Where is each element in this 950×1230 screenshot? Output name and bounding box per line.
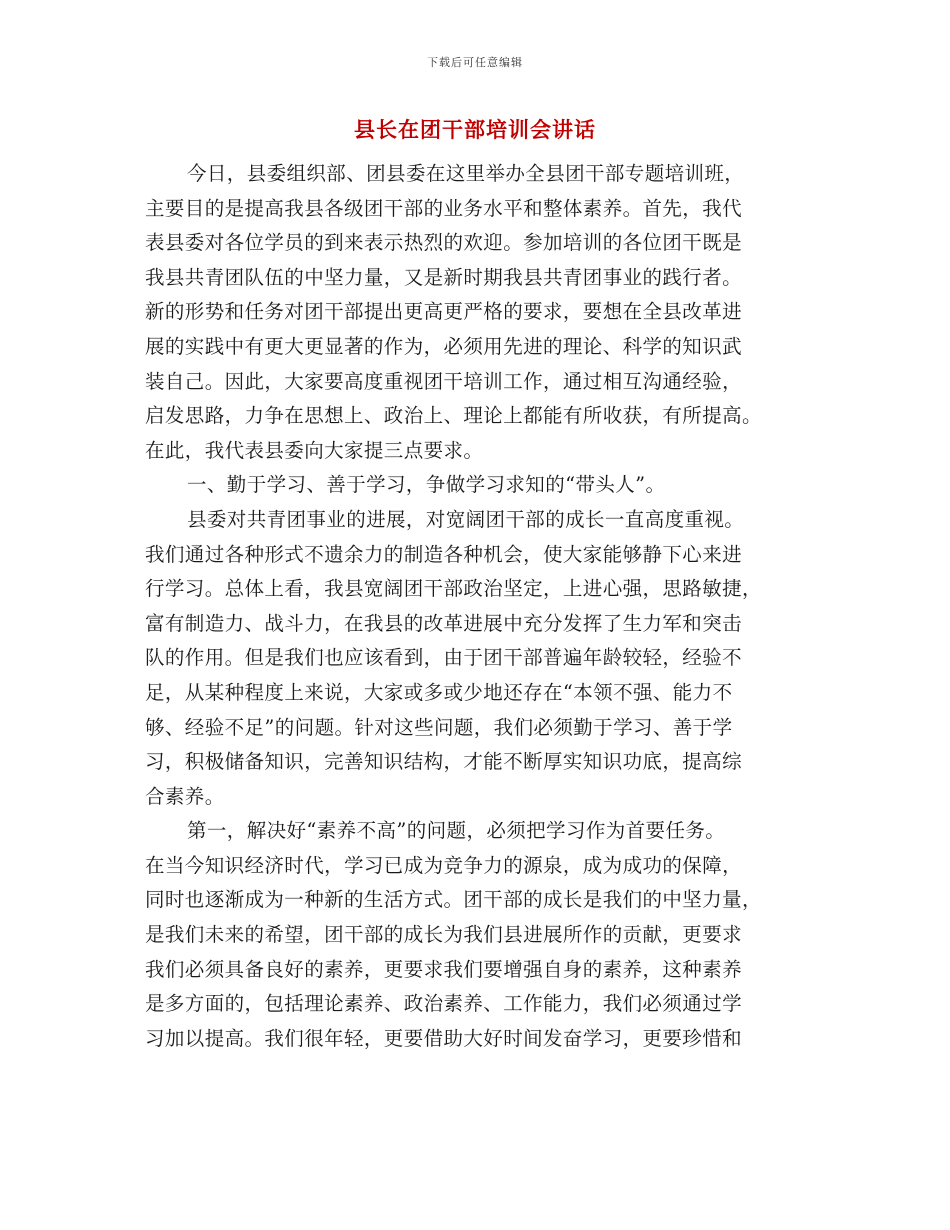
- body-line: 表县委对各位学员的到来表示热烈的欢迎。参加培训的各位团干既是: [145, 231, 743, 255]
- document-title: 县长在团干部培训会讲话: [354, 117, 596, 142]
- body-line: 队的作用。但是我们也应该看到，由于团干部普遍年龄较轻，经验不: [145, 646, 743, 670]
- body-line: 够、经验不足”的问题。针对这些问题，我们必须勤于学习、善于学: [145, 715, 733, 739]
- body-line: 富有制造力、战斗力，在我县的改革进展中充分发挥了生力军和突击: [145, 611, 743, 635]
- body-line: 在此，我代表县委向大家提三点要求。: [145, 438, 484, 462]
- body-line: 是我们未来的希望，团干部的成长为我们县进展所作的贡献，更要求: [145, 923, 743, 947]
- body-line: 合素养。: [145, 784, 225, 808]
- body-line: 新的形势和任务对团干部提出更高更严格的要求，要想在全县改革进: [145, 300, 743, 324]
- body-line: 主要目的是提高我县各级团干部的业务水平和整体素养。首先，我代: [145, 196, 743, 220]
- body-line: 展的实践中有更大更显著的作为，必须用先进的理论、科学的知识武: [145, 334, 743, 358]
- body-line: 装自己。因此，大家要高度重视团干培训工作，通过相互沟通经验，: [145, 369, 743, 393]
- body-line: 同时也逐渐成为一种新的生活方式。团干部的成长是我们的中坚力量，: [145, 888, 762, 912]
- body-line: 足，从某种程度上来说，大家或多或少地还存在“本领不强、能力不: [145, 680, 733, 704]
- body-line: 行学习。总体上看，我县宽阔团干部政治坚定，上进心强，思路敏捷，: [145, 577, 762, 601]
- body-line: 是多方面的，包括理论素养、政治素养、工作能力，我们必须通过学: [145, 992, 743, 1016]
- body-line: 我们必须具备良好的素养，更要求我们要增强自身的素养，这种素养: [145, 957, 743, 981]
- header-note: 下载后可任意编辑: [427, 56, 523, 69]
- body-line: 习，积极储备知识，完善知识结构，才能不断厚实知识功底，提高综: [145, 750, 743, 774]
- body-line: 县委对共青团事业的进展，对宽阔团干部的成长一直高度重视。: [187, 507, 745, 531]
- section-heading: 一、勤于学习、善于学习，争做学习求知的“带头人”。: [187, 473, 666, 497]
- document-body: [145, 157, 810, 1056]
- body-line: 我们通过各种形式不遗余力的制造各种机会，使大家能够静下心来进: [145, 542, 743, 566]
- body-line: 在当今知识经济时代，学习已成为竞争力的源泉，成为成功的保障，: [145, 853, 743, 877]
- body-line: 启发思路，力争在思想上、政治上、理论上都能有所收获，有所提高。: [145, 404, 762, 428]
- body-line: 今日，县委组织部、团县委在这里举办全县团干部专题培训班，: [187, 162, 745, 185]
- body-line: 第一，解决好“素养不高”的问题，必须把学习作为首要任务。: [187, 819, 726, 843]
- body-line: 我县共青团队伍的中坚力量，又是新时期我县共青团事业的践行者。: [145, 265, 743, 289]
- body-line: 习加以提高。我们很年轻，更要借助大好时间发奋学习，更要珍惜和: [145, 1026, 743, 1050]
